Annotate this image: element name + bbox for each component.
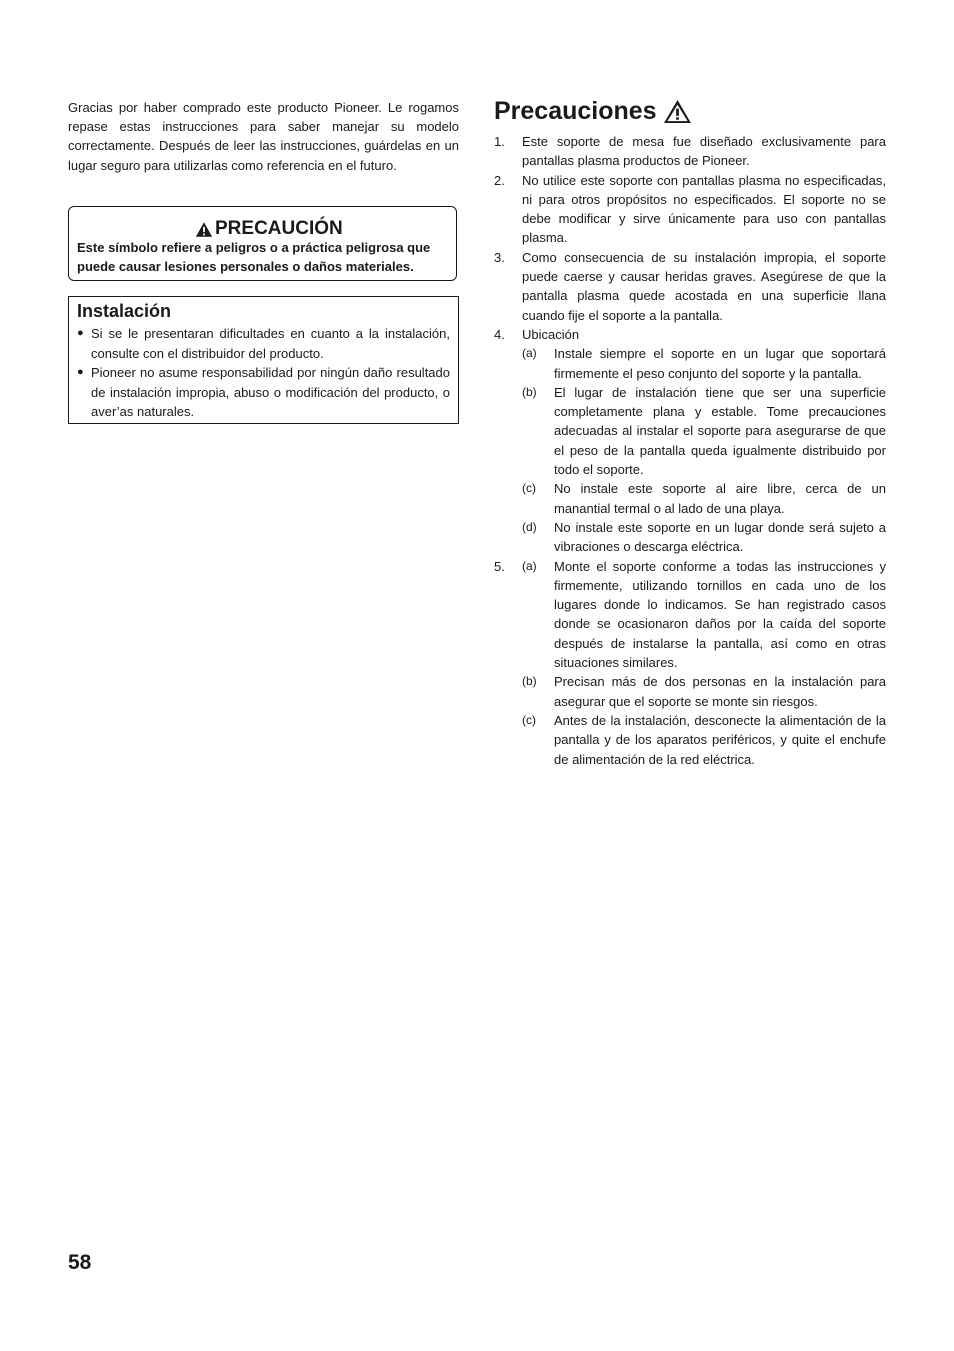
sub-item-label: (b) (522, 384, 537, 399)
bullet-icon: ● (77, 366, 84, 378)
sub-item (522, 672, 886, 711)
sub-item (522, 383, 886, 479)
sub-item-label: (b) (522, 674, 537, 689)
warning-triangle-icon (663, 99, 692, 124)
item-text: Ubicación (522, 326, 580, 342)
sub-item (522, 344, 886, 383)
installation-item-text: Pioneer no asume responsabilidad por ningún daño resultado de instalación impropia, abuso o modificación del producto, o aver’as naturales. (91, 365, 450, 419)
sub-item-label: (a) (522, 346, 537, 361)
bullet-icon: ● (77, 327, 84, 339)
item-number: 5. (494, 558, 505, 574)
sub-item-label: (d) (522, 519, 537, 534)
installation-box (68, 296, 459, 424)
sub-item-text: Antes de la instalación, desconecte la alimentación de la pantalla y de los aparatos periféricos, y quite el enchufe de alimentación de la red eléctrica. (554, 712, 886, 767)
precaution-item (494, 171, 886, 248)
caution-title (195, 218, 343, 240)
precautions-list (494, 132, 886, 769)
installation-list (77, 324, 450, 422)
installation-item (77, 363, 450, 422)
sub-item-text: El lugar de instalación tiene que ser una superficie completamente plana y estable. Tome precauciones adecuadas al instalar el soporte para asegurarse de que el peso de la pantalla queda igualmente distribuido por todo el soporte. (554, 384, 886, 478)
item-number: 3. (494, 249, 505, 265)
caution-title-label: PRECAUCIÓN (215, 218, 343, 239)
precaution-item (494, 132, 886, 171)
sub-item (522, 518, 886, 557)
installation-item-text: Si se le presentaran dificultades en cuanto a la instalación, consulte con el distribuidor del producto. (91, 326, 450, 361)
intro-paragraph: Gracias por haber comprado este producto Pioneer. Le rogamos repase estas instrucciones para saber manejar su modelo correctamente. Después de leer las instrucciones, guárdelas en un lugar seguro para utilizarlas como referencia en el futuro. (68, 100, 459, 173)
installation-title: Instalación (77, 301, 172, 321)
warning-triangle-icon (195, 221, 213, 238)
installation-item (77, 324, 450, 363)
sub-item-text: No instale este soporte al aire libre, cerca de un manantial termal o al lado de una playa. (554, 481, 886, 516)
sub-item-text: Monte el soporte conforme a todas las instrucciones y firmemente, utilizando tornillos en cada uno de los lugares donde lo indicamos. Se han registrado casos donde se ocasionaron daños por la caída del soporte después de instalarse la pantalla, así como en otras situaciones similares. (554, 558, 886, 671)
precaution-item (494, 325, 886, 557)
sub-item (522, 711, 886, 769)
sub-item-text: No instale este soporte en un lugar donde será sujeto a vibraciones o descarga eléctrica. (554, 519, 886, 555)
item-text: Este soporte de mesa fue diseñado exclusivamente para pantallas plasma productos de Pioneer. (522, 134, 886, 169)
sub-item-text: Instale siempre el soporte en un lugar que soportará firmemente el peso conjunto del soporte y la pantalla. (554, 346, 886, 381)
caution-box (68, 206, 457, 281)
item-number: 1. (494, 134, 505, 149)
sub-item (522, 557, 886, 673)
item-number: 4. (494, 326, 505, 342)
page-number: 58 (68, 1251, 92, 1274)
item-number: 2. (494, 172, 505, 188)
precautions-title (494, 97, 692, 126)
item-text: No utilice este soporte con pantallas plasma no especificadas, ni para otros propósitos no especificados. El soporte no se debe modificar y sirve únicamente para uso con pantallas plasma. (522, 172, 886, 246)
sub-item-label: (c) (522, 712, 536, 727)
item-text: Como consecuencia de su instalación impropia, el soporte puede caerse y causar heridas graves. Asegúrese de que la pantalla plasma quede acostada en una superficie llana cuando fije el soporte a la pantalla. (522, 249, 886, 323)
precautions-title-label: Precauciones (494, 97, 657, 125)
sub-item (522, 479, 886, 518)
caution-text: Este símbolo refiere a peligros o a práctica peligrosa que puede causar lesiones personales o daños materiales. (77, 240, 431, 274)
sub-item-label: (a) (522, 558, 537, 573)
precaution-item (494, 248, 886, 325)
sub-item-label: (c) (522, 481, 536, 496)
sub-item-text: Precisan más de dos personas en la instalación para asegurar que el soporte se monte sin riesgos. (554, 674, 886, 709)
precaution-item (494, 557, 886, 769)
